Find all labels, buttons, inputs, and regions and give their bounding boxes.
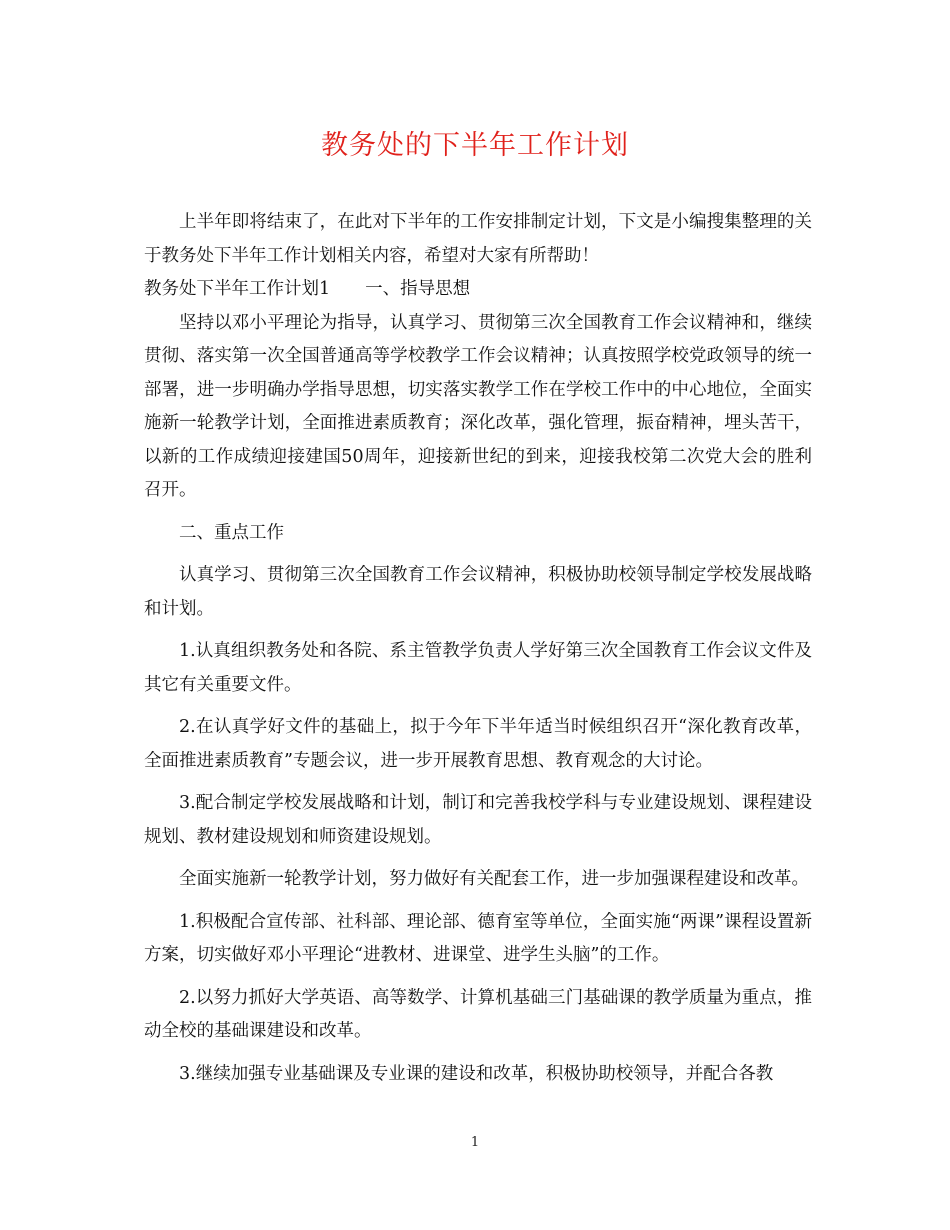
paragraph-intro: 上半年即将结束了，在此对下半年的工作安排制定计划，下文是小编搜集整理的关于教务处下半年工作计划相关内容，希望对大家有所帮助！ <box>144 212 812 266</box>
page-number: 1 <box>470 1135 480 1150</box>
paragraph-item-2: 2.在认真学好文件的基础上，拟于今年下半年适当时候组织召开“深化教育改革，全面推进素质教育”专题会议，进一步开展教育思想、教育观念的大讨论。 <box>144 717 812 771</box>
paragraph-guiding-thought: 坚持以邓小平理论为指导，认真学习、贯彻第三次全国教育工作会议精神和，继续贯彻、落实第一次全国普通高等学校教学工作会议精神；认真按照学校党政领导的统一部署，进一步明确办学指导思想，切实落实教学工作在学校工作中的中心地位，全面实施新一轮教学计划，全面推进素质教育；深化改革，强化管理，振奋精神，埋头苦干，以新的工作成绩迎接建国50周年，迎接新世纪的到来，迎接我校第二次党大会的胜利召开。 <box>144 312 812 500</box>
section-heading-key-work: 二、重点工作 <box>179 522 284 543</box>
paragraph-item-3: 3.配合制定学校发展战略和计划，制订和完善我校学科与专业建设规划、课程建设规划、教材建设规划和师资建设规划。 <box>144 793 812 847</box>
document-title: 教务处的下半年工作计划 <box>321 130 629 161</box>
paragraph-key-work-1: 认真学习、贯彻第三次全国教育工作会议精神，积极协助校领导制定学校发展战略和计划。 <box>144 565 812 619</box>
paragraph-item-1: 1.认真组织教务处和各院、系主管教学负责人学好第三次全国教育工作会议文件及其它有关重要文件。 <box>144 641 812 695</box>
document-body <box>144 206 812 1091</box>
paragraph-item-6: 3.继续加强专业基础课及专业课的建设和改革，积极协助校领导，并配合各教 <box>179 1063 774 1084</box>
paragraph-item-4: 1.积极配合宣传部、社科部、理论部、德育室等单位，全面实施“两课”课程设置新方案，切实做好邓小平理论“进教材、进课堂、进学生头脑”的工作。 <box>144 911 812 965</box>
section-heading-plan-1: 教务处下半年工作计划1 一、指导思想 <box>144 279 471 299</box>
paragraph-key-work-2: 全面实施新一轮教学计划，努力做好有关配套工作，进一步加强课程建设和改革。 <box>179 869 809 889</box>
paragraph-item-5: 2.以努力抓好大学英语、高等数学、计算机基础三门基础课的教学质量为重点，推动全校的基础课建设和改革。 <box>144 987 812 1041</box>
